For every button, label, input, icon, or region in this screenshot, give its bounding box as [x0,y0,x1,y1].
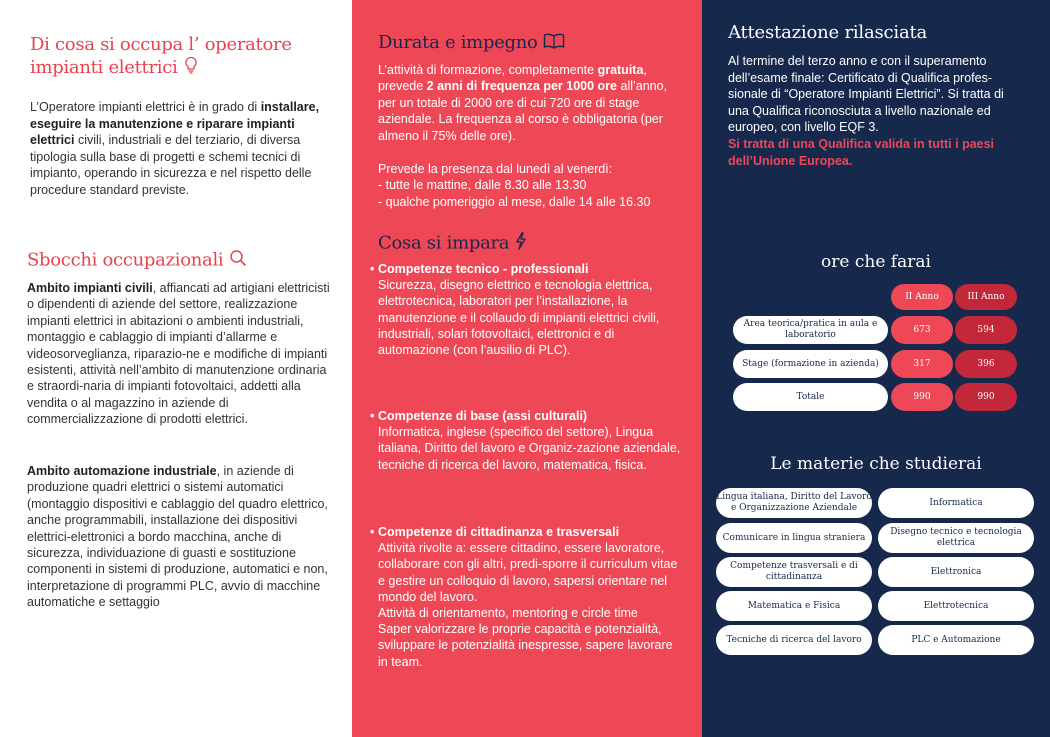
careers-automation [27,463,332,611]
profile-heading-line2: impianti elettrici [30,57,178,78]
hours-title: ore che farai [821,252,931,272]
duration-heading [378,32,565,54]
skill-technical [370,261,685,358]
profile-heading-line1: Di cosa si occupa l’ operatore [30,34,292,55]
subject-pill: PLC e Automazione [878,625,1034,655]
duration-heading-text: Durata e impegno [378,32,538,53]
certification-text [728,53,1028,169]
duration-free: gratuita [597,63,644,77]
skill-technical-body: Sicurezza, disegno elettrico e tecnologia elettrica, elettrotecnica, laboratori per l’installazione, la manutenzione e il collaudo di impianti elettrici civili, industriali, solari fotovoltaici, elettronici e di automazione (con l’ausilio di PLC). [378,278,660,358]
duration-text-c: , prevede [378,63,647,94]
subject-pill: Tecniche di ricerca del lavoro [716,625,872,655]
careers-civil-title: Ambito impianti civili [27,281,153,295]
hours-header-year3: III Anno [955,284,1017,310]
careers-heading [27,249,247,272]
skill-base-title: • Competenze di base (assi culturali) [370,408,685,424]
subject-pill: Lingua italiana, Diritto del Lavoro e Organizzazione Aziendale [716,488,872,518]
column-profile [0,0,352,737]
skill-citizenship [370,524,685,670]
lightbulb-icon [183,56,199,80]
subject-pill: Matematica e Fisica [716,591,872,621]
careers-civil-text: , affiancati ad artigiani elettricisti o dipendenti di aziende del settore, realizzazione impianti elettrici in abitazioni o ambienti industriali, montaggio e cablaggio di impianti d’allarme e videosorveglianza, riparazio-ne e modifiche di impianti esistenti, attività nell’ambito di manutenzione ordinaria e straordi-naria di impianti fotovoltaici, addetti alla vendita o al magazzino in aziende di commercializzazione di prodotti elettrici. [27,281,330,427]
hours-cell: 317 [891,350,953,378]
skill-citizenship-body1: Attività rivolte a: essere cittadino, essere lavoratore, collaborare con gli altri, predi-sporre il curriculum vitae e gestire un colloquio di lavoro, sapersi orientare nel mondo del lavoro. [378,541,678,604]
hours-cell: 673 [891,316,953,344]
search-icon [229,249,247,272]
skill-citizenship-title: • Competenze di cittadinanza e trasversali [370,524,685,540]
schedule-line1: Prevede la presenza dal lunedì al venerdì: [378,162,613,176]
subject-pill: Informatica [878,488,1034,518]
hours-cell: 396 [955,350,1017,378]
profile-text-bold: installare, eseguire la manutenzione e riparare impianti elettrici [30,100,320,148]
careers-automation-title: Ambito automazione industriale [27,464,217,478]
lightning-icon [515,232,527,255]
hours-row-label: Area teorica/pratica in aula e laboratorio [733,316,888,344]
profile-heading [30,33,330,80]
duration-text-a: L’attività di formazione, completamente [378,63,598,77]
hours-row-label: Stage (formazione in azienda) [733,350,888,378]
skill-base-body: Informatica, inglese (specifico del settore), Lingua italiana, Diritto del lavoro e Organiz-zazione aziendale, tecniche di ricerca del lavoro, matematica, fisica. [378,425,681,472]
schedule-text [378,161,682,210]
profile-description [30,99,320,199]
subject-pill: Elettronica [878,557,1034,587]
subject-pill: Comunicare in lingua straniera [716,523,872,553]
learn-heading-text: Cosa si impara [378,232,510,254]
profile-text-a: L’Operatore impianti elettrici è in grado di [30,100,261,114]
schedule-line3: - qualche pomeriggio al mese, dalle 14 alle 16.30 [378,194,651,209]
duration-text [378,62,682,144]
column-certification [702,0,1050,737]
subjects-title: Le materie che studierai [770,454,982,474]
schedule-line2: - tutte le mattine, dalle 8.30 alle 13.30 [378,178,587,193]
learn-heading [378,232,527,255]
careers-automation-text: , in aziende di produzione quadri elettrici o sistemi automatici (montaggio dispositivi e cablaggio del quadro elettrico, anche programmabili, installazione dei dispositivi elettrici-elettronici a bordo macchina, anche di sicurezza, individuazione di guasti e sostituzione componenti in sistemi di produzione, automatici e non, interpretazione di programmi PLC, avvio di macchine automatiche e settaggio [27,464,328,610]
certification-heading: Attestazione rilasciata [728,22,928,43]
careers-heading-text: Sbocchi occupazionali [27,249,224,271]
skill-citizenship-body2: Attività di orientamento, mentoring e circle time [378,606,638,621]
skill-base [370,408,685,473]
duration-text-e: all’anno, per un totale di 2000 ore di cui 720 ore di stage aziendale. La frequenza al corso è obbligatoria (per almeno il 75% delle ore). [378,79,668,143]
subject-pill: Elettrotecnica [878,591,1034,621]
duration-years: 2 anni di frequenza per 1000 ore [426,79,618,94]
skill-technical-title: • Competenze tecnico - professionali [370,261,685,277]
book-icon [543,33,565,54]
hours-cell: 594 [955,316,1017,344]
certification-body: Al termine del terzo anno e con il superamento dell’esame finale: Certificato di Qualifica profes-sionale di “Operatore Impianti Elettrici”. Si tratta di una Qualifica riconosciuta a livello nazionale ed europeo, con livello EQF 3. [728,54,1004,135]
hours-cell: 990 [955,383,1017,411]
hours-header-year2: II Anno [891,284,953,310]
profile-text-c: civili, industriali e del terziario, di diversa tipologia sulla base di progetti e schemi tecnici di impianto, operando in sicurezza e nel rispetto delle procedure standard previste. [30,133,312,197]
certification-highlight: Si tratta di una Qualifica valida in tutti i paesi dell’Unione Europea. [728,136,995,168]
hours-cell: 990 [891,383,953,411]
skill-citizenship-body3: Saper valorizzare le proprie capacità e potenzialità, sviluppare le potenzialità inespresse, sapere lavorare in team. [378,622,673,669]
careers-civil [27,280,332,428]
hours-row-label: Totale [733,383,888,411]
column-duration [352,0,702,737]
subject-pill: Competenze trasversali e di cittadinanza [716,557,872,587]
subject-pill: Disegno tecnico e tecnologia elettrica [878,523,1034,553]
